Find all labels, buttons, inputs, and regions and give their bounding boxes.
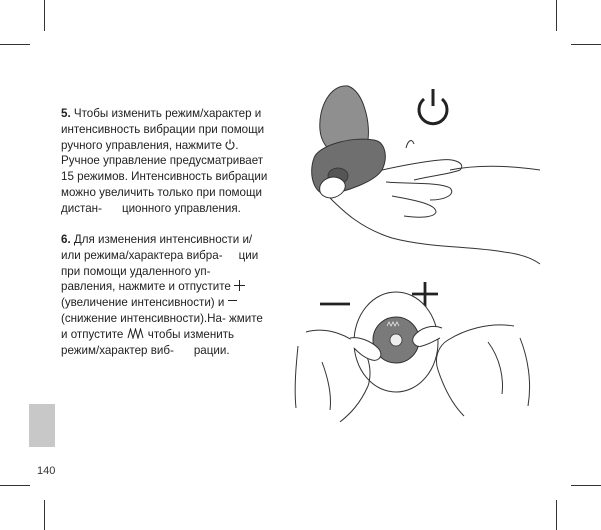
- section-tab: [29, 404, 55, 447]
- hand-outline: [330, 198, 540, 264]
- crop-mark: [571, 485, 601, 486]
- step-6-number: 6.: [61, 233, 71, 246]
- crop-mark: [44, 0, 45, 31]
- step-5-paragraph: 5. Чтобы изменить режим/характер и интенсивность вибрации при помощи ручного управления, нажмите . Ручное управление предусматривает 15 режимов. Интенсивность вибрации можно увеличить только при помощи дистан- ционного управления.: [61, 107, 268, 215]
- right-hand: [520, 338, 530, 406]
- left-hand: [322, 362, 331, 410]
- power-icon: [419, 89, 447, 124]
- plus-icon: [234, 280, 245, 291]
- page-number: 140: [37, 465, 56, 477]
- hand-outline: [406, 141, 414, 148]
- remote-control-illustration: [288, 282, 548, 422]
- right-hand: [436, 325, 514, 416]
- power-icon: [390, 334, 402, 346]
- crop-mark: [44, 500, 45, 530]
- wave-icon: [127, 328, 145, 339]
- thumb: [320, 177, 346, 198]
- power-icon: [225, 139, 235, 150]
- crop-mark: [0, 485, 30, 486]
- crop-mark: [0, 44, 30, 45]
- crop-mark: [556, 0, 557, 31]
- crop-mark: [556, 500, 557, 530]
- right-hand: [488, 342, 502, 394]
- hand-device-illustration: [290, 78, 540, 278]
- hand-outline: [382, 160, 462, 180]
- crop-mark: [571, 44, 601, 45]
- step-6-paragraph: 6. Для изменения интенсивности и/ или режима/характера вибра- ции при помощи удаленного уп- равления, нажмите и отпустите (увеличение интенсивности) и (снижение интенсивности).На- жмите и отпустите чтобы изменить режим/характер виб- рации.: [61, 233, 263, 357]
- hand-outline: [386, 182, 452, 200]
- step-5-number: 5.: [61, 107, 71, 120]
- left-hand: [295, 346, 298, 408]
- hand-outline: [450, 166, 540, 170]
- minus-icon: [228, 299, 237, 302]
- hand-outline: [392, 196, 436, 217]
